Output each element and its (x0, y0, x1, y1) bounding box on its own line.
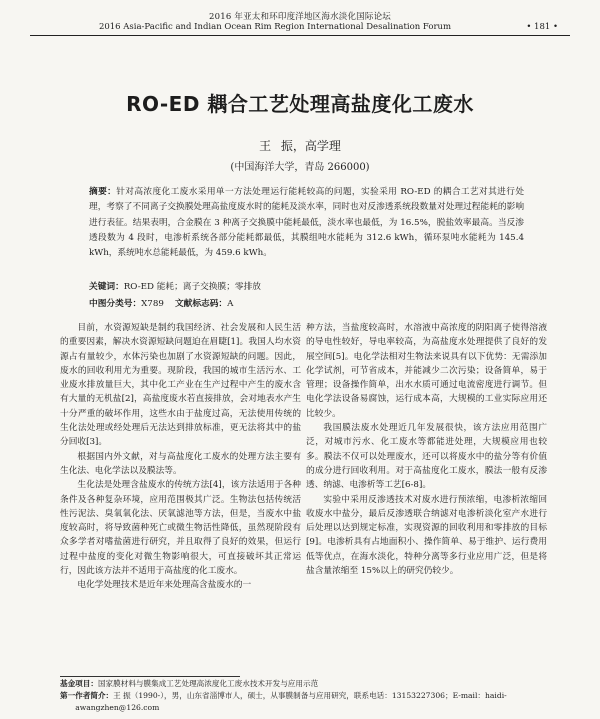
keywords (89, 280, 524, 295)
abstract (89, 185, 524, 261)
paragraph: 电化学处理技术是近年来处理高含盐废水的一 (77, 580, 252, 591)
paragraph: 种方法，当盐度较高时，水溶液中高浓度的阴阳离子使得溶液的导电性较好，导电率较高，为高盐度水处理提供了良好的发展空间[5]。电化学法相对生物法来说具有以下优势：无需添加化学试剂，可节省成本，并能减少二次污染；设备简单，易于管理；设备操作简单，出水水质可通过电流密度进行调节。但电化学法设备易腐蚀，运行成本高，大规模的工业实际应用还比较少。 (306, 323, 547, 419)
affiliation: (中国海洋大学，青岛 266000) (230, 162, 370, 173)
body-left-column (60, 321, 301, 593)
footnotes (60, 678, 550, 714)
clc-label: 中图分类号： (89, 299, 142, 309)
paragraph: 我国膜法废水处理近几年发展很快，该方法应用范围广泛，对城市污水、化工废水等都能进处理，大规模应用也较多。膜法不仅可以处理废水，还可以将废水中的盐分等有价值的成分进行回收利用。对于高盐度化工废水，膜法一般有反渗透、纳滤、电渗析等工艺[6-8]。 (306, 423, 547, 491)
abstract-label: 摘要： (89, 187, 117, 197)
clc-value: X789 (141, 299, 164, 309)
doc-code-value: A (227, 299, 234, 309)
author-note-label: 第一作者简介： (60, 691, 114, 700)
fund-note (60, 678, 550, 690)
header-conference-en: 2016 Asia-Pacific and Indian Ocean Rim Region International Desalination Forum (98, 22, 452, 32)
author-note (60, 690, 550, 702)
paper-title: RO-ED 耦合工艺处理高盐度化工废水 (126, 92, 474, 116)
header-conference-cn: 2016 年亚太和环印度洋地区海水淡化国际论坛 (209, 12, 391, 22)
paragraph: 根据国内外文献，对与高盐度化工废水的处理方法主要有生化法、电化学法以及膜法等。 (60, 451, 301, 476)
doc-code-label: 文献标志码： (174, 299, 228, 309)
abstract-text: 针对高浓度化工废水采用单一方法处理运行能耗较高的问题，实验采用 RO-ED 的耦合工艺对其进行处理，考察了不同离子交换膜处理高盐度废水时的能耗及淡水率，同时也对反渗透系统段数量对处理过程能耗的影响进行表征。结果表明，合金膜在 3 种离子交换膜中能耗最低，淡水率也最低，为 16.5%，脱盐效率最高。当反渗透段数为 4 段时，电渗析系统各部分能耗都最低，其膜组吨水能耗为 312.6 kWh，循环泵吨水能耗为 145.4 kWh，系统吨水总能耗最低，为 459.6 kWh。 (89, 187, 525, 259)
header-rule (30, 35, 570, 36)
classification (89, 297, 524, 312)
keywords-text: RO-ED 能耗；离子交换膜；零排放 (123, 282, 261, 292)
body-right-column (306, 321, 547, 578)
page-number: • 181 • (526, 22, 558, 32)
keywords-label: 关键词： (89, 282, 124, 292)
paragraph: 目前，水资源短缺是制约我国经济、社会发展和人民生活的重要因素，解决水资源短缺问题迫在眉睫[1]。我国人均水资源占有量较少，水体污染也加剧了水资源短缺的问题。因此，废水的回收利用尤为重要。现阶段，我国的城市生活污水、工业废水排放量巨大，其中化工产业在生产过程中产生的废水含有大量的无机盐[2]，高盐度废水若直接排放，会对地表水产生十分严重的破坏作用，这些水由于盐度过高，无法使用传统的生化法处理或经处理后无法达到排放标准，更无法将其中的盐分回收[3]。 (60, 323, 301, 448)
authors: 王 振，高学理 (259, 139, 341, 153)
fund-text: 国家膜材料与膜集成工艺处理高浓度化工废水技术开发与应用示范 (97, 679, 319, 688)
footnote-rule (60, 676, 240, 677)
paragraph: 生化法是处理含盐废水的传统方法[4]，该方法适用于各种条件及各种复杂环境，应用范围极其广泛。生物法包括传统活性污泥法、臭氧氧化法、厌氧滤池等方法，但是，当废水中盐度较高时，将导致菌种死亡或微生物活性降低，虽然现阶段有众多学者对嗜盐菌进行研究，并且取得了良好的效果，但运行过程中盐度的变化对微生物影响很大，可直接破坏其正常运行，因此该方法并不适用于高盐度的化工废水。 (60, 480, 301, 577)
author-note-text: 王 振（1990-），男，山东省淄博市人，硕士，从事膜制备与应用研究，联系电话：13153227306；E-mail：haidi- (113, 691, 507, 700)
fund-label: 基金项目： (60, 679, 98, 688)
paragraph: 实验中采用反渗透技术对废水进行预浓缩，电渗析浓缩回收废水中盐分，最后反渗透联合纳滤对电渗析淡化室产水进行后处理以达到规定标准，实现资源的回收利用和零排放的目标[9]。电渗析具有占地面积小、操作简单、易于维护、运行费用低等优点，在海水淡化，特种分离等多行业应用广泛，但是将盐含量浓缩至 15%以上的研究仍较少。 (306, 494, 547, 577)
author-email: awangzhen@126.com (75, 703, 160, 712)
